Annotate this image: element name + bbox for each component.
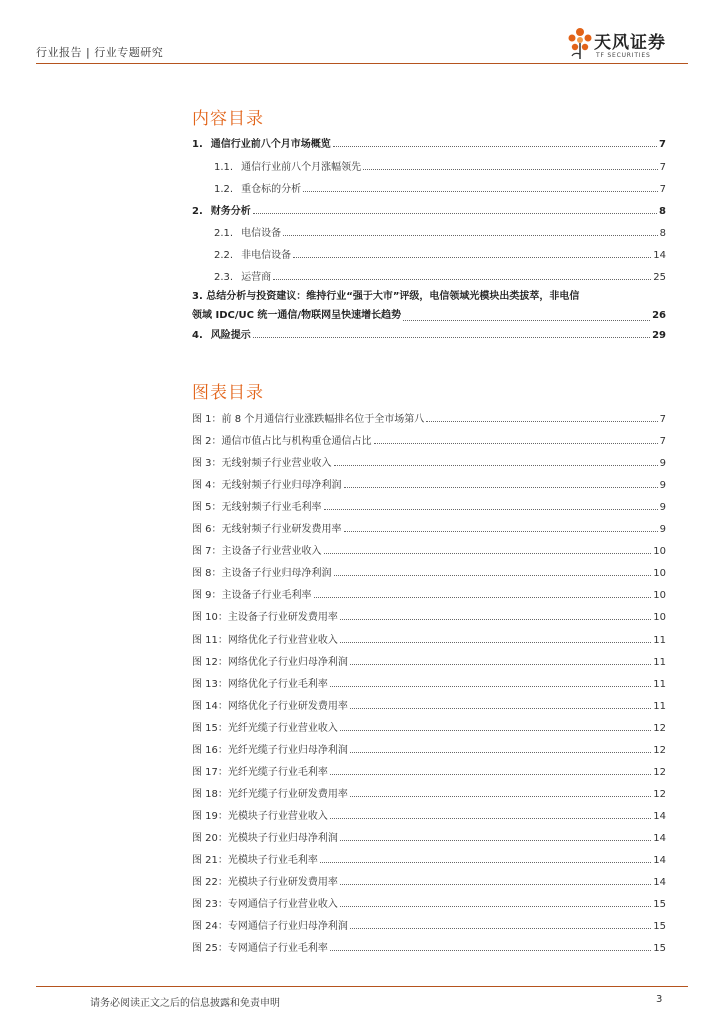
flower-logo-icon: [566, 26, 594, 60]
figure-list-item[interactable]: 图 2：通信市值占比与机构重仓通信占比 7: [192, 436, 666, 448]
toc-item[interactable]: 2.1. 电信设备 8: [214, 228, 666, 239]
figures-title: 图表目录: [192, 383, 264, 403]
figure-list-item[interactable]: 图 5：无线射频子行业毛利率 9: [192, 502, 666, 514]
toc-item[interactable]: 1.2. 重仓标的分析 7: [214, 184, 666, 195]
footer-disclaimer: 请务必阅读正文之后的信息披露和免责申明: [90, 998, 280, 1009]
figure-list-item[interactable]: 图 23：专网通信子行业营业收入 15: [192, 899, 666, 911]
figure-list-item[interactable]: 图 19：光模块子行业营业收入 14: [192, 810, 666, 822]
figure-list-item[interactable]: 图 1：前 8 个月通信行业涨跌幅排名位于全市场第八 7: [192, 414, 666, 425]
brand-subtitle: TF SECURITIES: [596, 52, 651, 59]
brand-name: 天风证券: [594, 33, 666, 53]
toc-item[interactable]: 1. 通信行业前八个月市场概览 7: [192, 139, 666, 150]
figure-list-item[interactable]: 图 16：光纤光缆子行业归母净利润 12: [192, 744, 666, 756]
figure-list-item[interactable]: 图 18：光纤光缆子行业研发费用率 12: [192, 788, 666, 800]
figure-list-item[interactable]: 图 4：无线射频子行业归母净利润 9: [192, 480, 666, 492]
figure-list-item[interactable]: 图 24：专网通信子行业归母净利润 15: [192, 921, 666, 933]
figure-list-item[interactable]: 图 15：光纤光缆子行业营业收入 12: [192, 722, 666, 734]
figure-list-item[interactable]: 图 8：主设备子行业归母净利润 10: [192, 568, 666, 580]
figure-list-item[interactable]: 图 13：网络优化子行业毛利率 11: [192, 678, 666, 690]
figure-list-item[interactable]: 图 20：光模块子行业归母净利润 14: [192, 832, 666, 844]
figure-list-item[interactable]: 图 12：网络优化子行业归母净利润 11: [192, 656, 666, 668]
figure-list-item[interactable]: 图 14：网络优化子行业研发费用率 11: [192, 700, 666, 712]
figure-list-item[interactable]: 图 21：光模块子行业毛利率 14: [192, 855, 666, 866]
toc-item[interactable]: 4. 风险提示 29: [192, 330, 666, 341]
toc-item[interactable]: 2.3. 运营商 25: [214, 272, 666, 283]
figure-list-item[interactable]: 图 17：光纤光缆子行业毛利率 12: [192, 766, 666, 778]
figure-list-item[interactable]: 图 6：无线射频子行业研发费用率 9: [192, 524, 666, 536]
figure-list-item[interactable]: 图 22：光模块子行业研发费用率 14: [192, 877, 666, 889]
figure-list-item[interactable]: 图 10：主设备子行业研发费用率 10: [192, 612, 666, 624]
figure-list-item[interactable]: 图 7：主设备子行业营业收入 10: [192, 546, 666, 558]
header-divider: [36, 63, 688, 64]
toc-title: 内容目录: [192, 109, 264, 129]
brand-logo: [566, 26, 694, 62]
page-number: 3: [656, 994, 663, 1005]
figure-list-item[interactable]: 图 9：主设备子行业毛利率 10: [192, 590, 666, 602]
toc-item[interactable]: 1.1. 通信行业前八个月涨幅领先 7: [214, 162, 666, 173]
toc-item-long[interactable]: 3. 总结分析与投资建议：维持行业“强于大市”评级，电信领域光模块出类拔萃，非电信 领域 IDC/UC 统一通信/物联网呈快速增长趋势 26: [192, 291, 666, 321]
report-category: 行业报告 | 行业专题研究: [36, 46, 164, 59]
toc-item[interactable]: 2.2. 非电信设备 14: [214, 250, 666, 261]
figure-list-item[interactable]: 图 25：专网通信子行业毛利率 15: [192, 943, 666, 955]
figure-list-item[interactable]: 图 3：无线射频子行业营业收入 9: [192, 458, 666, 470]
footer-divider: [36, 986, 688, 987]
toc-item[interactable]: 2. 财务分析 8: [192, 206, 666, 217]
figure-list-item[interactable]: 图 11：网络优化子行业营业收入 11: [192, 634, 666, 646]
